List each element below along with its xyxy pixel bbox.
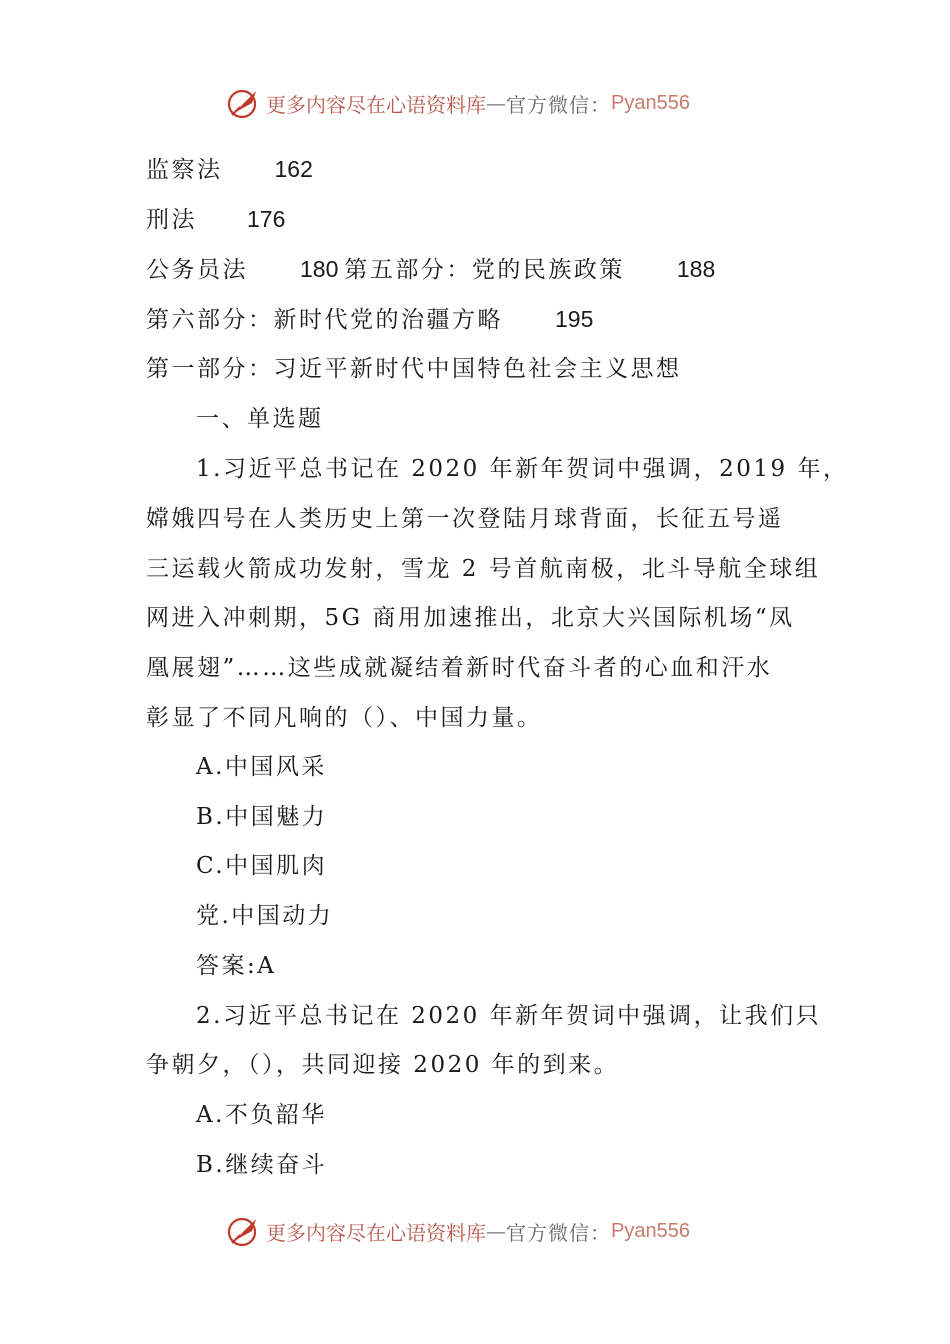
banner-text: 更多内容尽在心语资料库 bbox=[266, 92, 486, 117]
toc-page-number: 162 bbox=[274, 156, 313, 182]
banner-wechat-id: Pyan556 bbox=[611, 91, 690, 114]
question-line: 彰显了不同凡响的（）、中国力量。 bbox=[146, 705, 543, 731]
subsection-title: 一、单选题 bbox=[196, 406, 324, 432]
question-line: 嫦娥四号在人类历史上第一次登陆月球背面，长征五号遥 bbox=[146, 506, 784, 532]
toc-page-number: 176 bbox=[247, 206, 286, 232]
toc-page-number: 195 bbox=[555, 306, 594, 332]
answer-option: A.不负韶华 bbox=[196, 1102, 327, 1128]
toc-title: 公务员法 bbox=[146, 257, 248, 283]
question-line: 2.习近平总书记在 2020 年新年贺词中强调，让我们只 bbox=[196, 1003, 822, 1029]
toc-entry bbox=[146, 154, 313, 185]
question-line: 凰展翅”……这些成就凝结着新时代奋斗者的心血和汗水 bbox=[146, 655, 773, 681]
banner-wechat-id: Pyan556 bbox=[611, 1219, 690, 1242]
quill-logo-icon bbox=[226, 85, 262, 121]
toc-entry bbox=[146, 304, 593, 335]
banner-separator: — bbox=[486, 91, 506, 115]
toc-entry bbox=[146, 204, 285, 235]
question-line: 争朝夕，（），共同迎接 2020 年的到来。 bbox=[146, 1052, 620, 1078]
toc-entry bbox=[146, 254, 715, 285]
toc-title: 第六部分：新时代党的治疆方略 bbox=[146, 307, 503, 333]
section-title: 第一部分：习近平新时代中国特色社会主义思想 bbox=[146, 356, 682, 382]
question-line: 网进入冲刺期，5G 商用加速推出，北京大兴国际机场“凤 bbox=[146, 605, 795, 631]
answer-option: A.中国风采 bbox=[196, 754, 327, 780]
answer-option: C.中国肌肉 bbox=[196, 853, 328, 879]
toc-title: 第五部分：党的民族政策 bbox=[344, 257, 625, 283]
banner-separator: — bbox=[486, 1219, 506, 1243]
banner-wechat-label: 官方微信： bbox=[506, 92, 611, 117]
header-banner bbox=[226, 83, 690, 123]
answer-option: B.继续奋斗 bbox=[196, 1152, 328, 1178]
toc-page-number: 180 bbox=[300, 256, 339, 282]
answer-option: 党.中国动力 bbox=[196, 903, 334, 929]
answer-option: B.中国魅力 bbox=[196, 804, 328, 830]
toc-title: 刑法 bbox=[146, 207, 197, 233]
quill-logo-icon bbox=[226, 1213, 262, 1249]
banner-wechat-label: 官方微信： bbox=[506, 1220, 611, 1245]
toc-page-number: 188 bbox=[676, 256, 716, 282]
answer-key: 答案:A bbox=[196, 953, 277, 979]
banner-text: 更多内容尽在心语资料库 bbox=[266, 1220, 486, 1245]
footer-banner bbox=[226, 1211, 690, 1251]
question-line: 1.习近平总书记在 2020 年新年贺词中强调，2019 年， bbox=[196, 456, 849, 482]
toc-title: 监察法 bbox=[146, 157, 223, 183]
question-line: 三运载火箭成功发射，雪龙 2 号首航南极，北斗导航全球组 bbox=[146, 556, 821, 582]
